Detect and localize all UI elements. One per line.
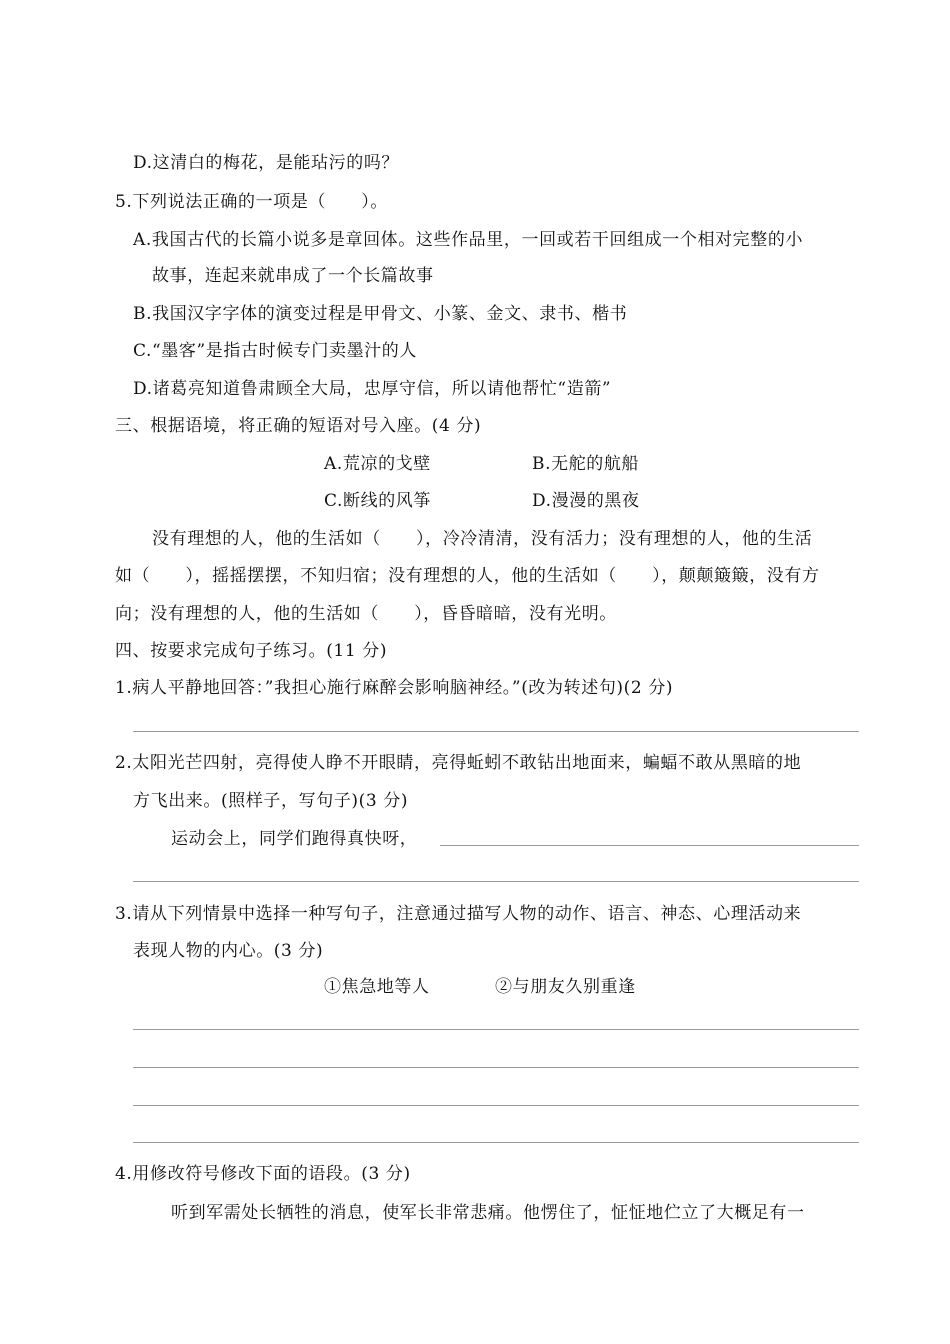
answer-line-q2-inline[interactable] — [440, 845, 859, 846]
q5-option-c: C.“墨客”是指古时候专门卖墨汁的人 — [133, 341, 417, 361]
section3-choice-b: B.无舵的航船 — [532, 454, 640, 474]
section3-choice-c: C.断线的风筝 — [324, 491, 432, 511]
section3-heading: 三、根据语境，将正确的短语对号入座。(4 分) — [115, 416, 482, 436]
section3-para-line1: 没有理想的人，他的生活如（ ），冷冷清清，没有活力；没有理想的人，他的生活 — [152, 529, 813, 549]
q5-option-b: B.我国汉字字体的演变过程是甲骨文、小篆、金文、隶书、楷书 — [133, 304, 628, 324]
answer-line-q2[interactable] — [133, 881, 859, 882]
answer-line-q3-2[interactable] — [133, 1067, 859, 1068]
section3-choice-d: D.漫漫的黑夜 — [532, 491, 640, 511]
answer-line-q3-3[interactable] — [133, 1105, 859, 1106]
q5-option-d: D.诸葛亮知道鲁肃顾全大局，忠厚守信，所以请他帮忙“造箭” — [133, 379, 612, 399]
section4-q3-line2: 表现人物的内心。(3 分) — [133, 941, 324, 961]
section4-heading: 四、按要求完成句子练习。(11 分) — [115, 641, 388, 661]
section4-q2-line1: 2.太阳光芒四射，亮得使人睁不开眼睛，亮得蚯蚓不敢钻出地面来，蝙蝠不敢从黑暗的地 — [115, 753, 802, 773]
section3-choice-a: A.荒凉的戈壁 — [324, 454, 431, 474]
answer-line-q1[interactable] — [133, 731, 859, 732]
section4-q2-prompt: 运动会上，同学们跑得真快呀， — [171, 829, 418, 849]
q5-stem: 5.下列说法正确的一项是（ ）。 — [115, 192, 388, 212]
section3-para-line2: 如（ ），摇摇摆摆，不知归宿；没有理想的人，他的生活如（ ），颠颠簸簸，没有方 — [115, 566, 820, 586]
q5-option-a-line1: A.我国古代的长篇小说多是章回体。这些作品里，一回或若干回组成一个相对完整的小 — [133, 230, 804, 250]
q4-option-d: D.这清白的梅花，是能玷污的吗？ — [133, 153, 400, 173]
section3-para-line3: 向；没有理想的人，他的生活如（ ），昏昏暗暗，没有光明。 — [115, 604, 617, 624]
answer-line-q3-1[interactable] — [133, 1029, 859, 1030]
section4-q1: 1.病人平静地回答：”我担心施行麻醉会影响脑神经。”(改为转述句)(2 分) — [115, 678, 674, 698]
section4-q4-para-line1: 听到军需处长牺牲的消息，使军长非常悲痛。他愣住了，怔怔地伫立了大概足有一 — [171, 1203, 805, 1223]
section4-q3-line1: 3.请从下列情景中选择一种写句子，注意通过描写人物的动作、语言、神态、心理活动来 — [115, 904, 802, 924]
section4-q3-option1: ①焦急地等人 — [324, 977, 430, 997]
section4-q2-line2: 方飞出来。(照样子，写句子)(3 分) — [133, 791, 409, 811]
section4-q3-option2: ②与朋友久别重逢 — [495, 977, 636, 997]
answer-line-q3-4[interactable] — [133, 1142, 859, 1143]
q5-option-a-line2: 故事，连起来就串成了一个长篇故事 — [152, 266, 434, 286]
section4-q4-heading: 4.用修改符号修改下面的语段。(3 分) — [115, 1164, 411, 1184]
